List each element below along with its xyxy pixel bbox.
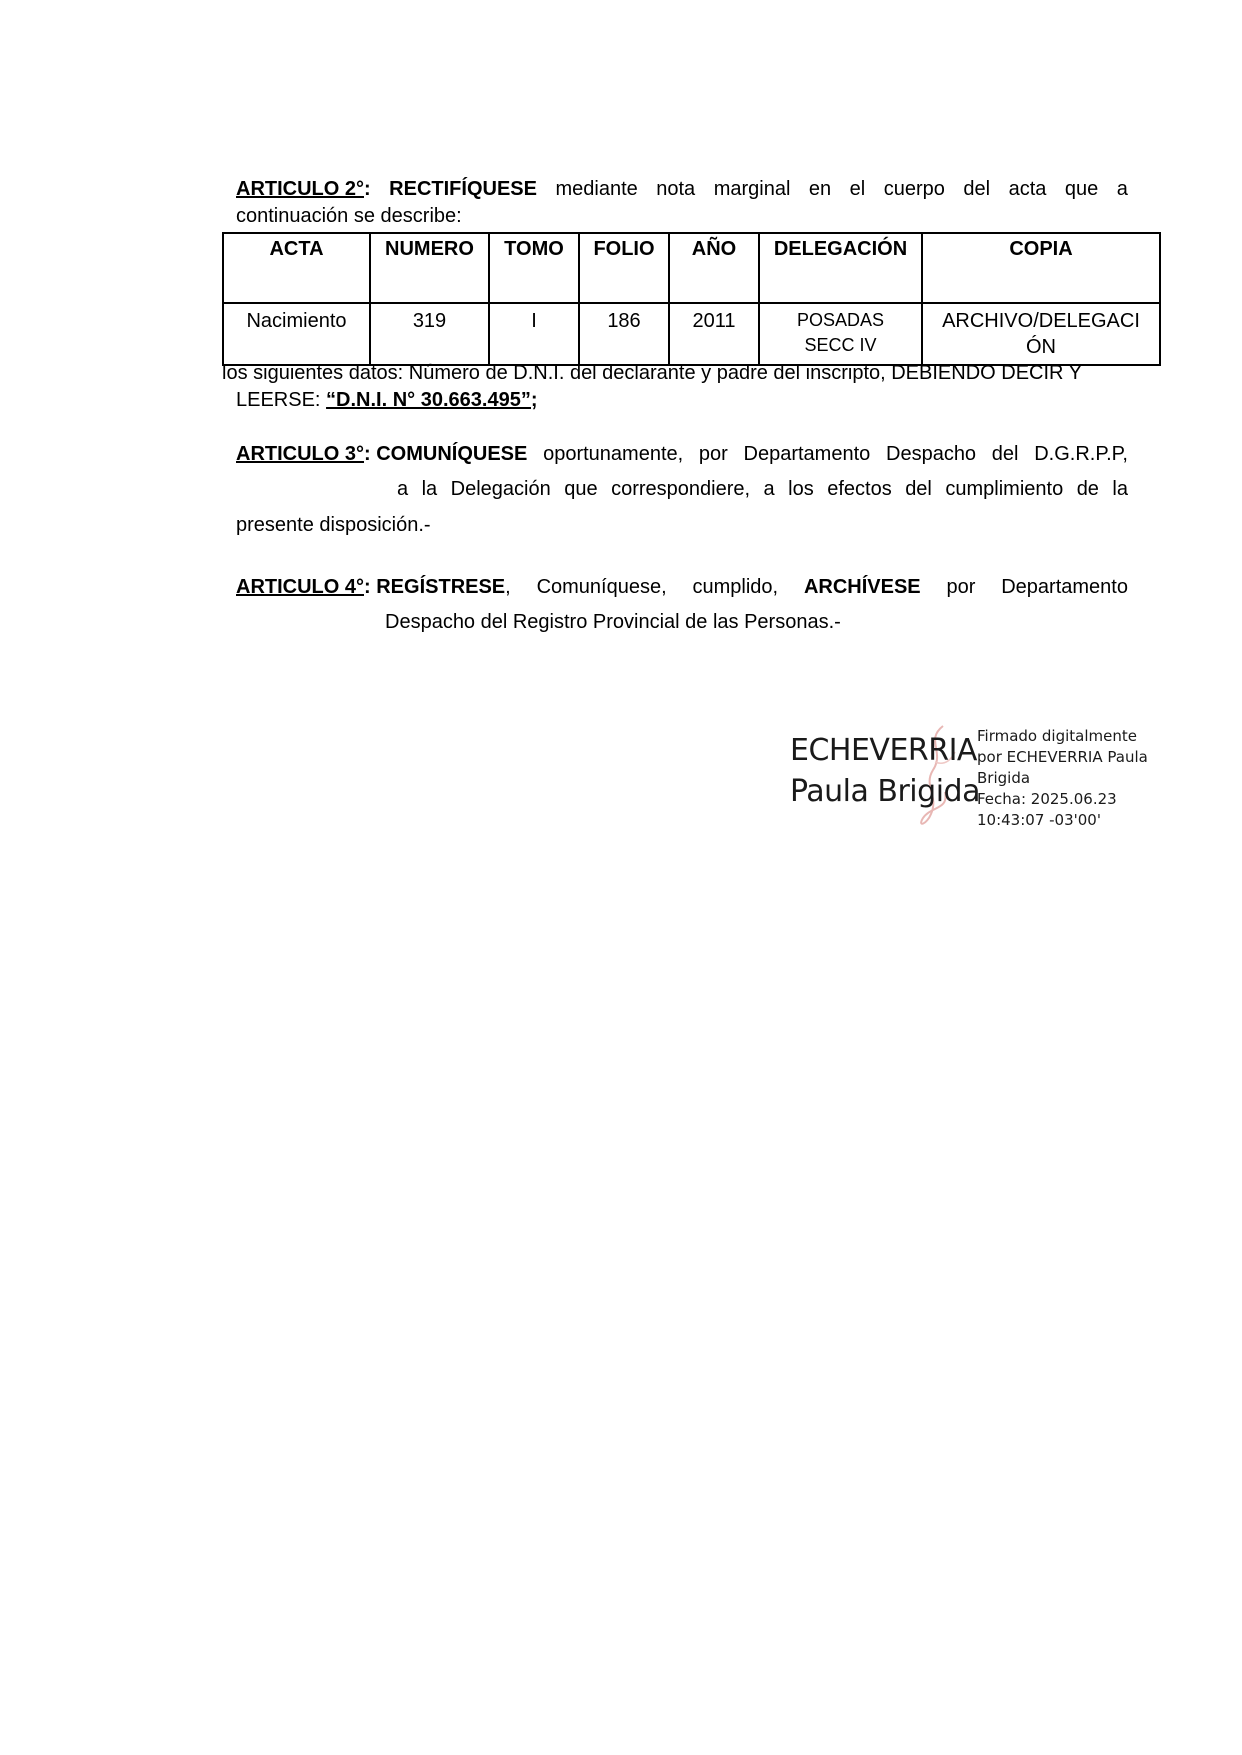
after-table-line2: LEERSE: “D.N.I. N° 30.663.495”;	[236, 389, 538, 411]
table-header-row	[223, 233, 1160, 303]
art3-line1: ARTICULO 3°: COMUNÍQUESE oportunamente, por Departamento Despacho del D.G.R.P.P,	[236, 443, 1128, 465]
header-tomo: TOMO	[489, 233, 579, 303]
header-copia: COPIA	[922, 233, 1160, 303]
header-anio: AÑO	[669, 233, 759, 303]
header-acta: ACTA	[223, 233, 370, 303]
cell-folio: 186	[579, 303, 669, 365]
after-table-line1: los siguientes datos: Número de D.N.I. del declarante y padre del inscripto, DEBIENDO DECIR Y	[222, 362, 1083, 384]
art4-line1: ARTICULO 4°: REGÍSTRESE, Comuníquese, cumplido, ARCHÍVESE por Departamento	[236, 576, 1128, 598]
art2-label: ARTICULO 2°	[236, 178, 364, 200]
cell-acta: Nacimiento	[223, 303, 370, 365]
art3-line2: a la Delegación que correspondiere, a los efectos del cumplimiento de la	[397, 478, 1128, 500]
art3-keyword: COMUNÍQUESE	[376, 443, 528, 465]
art4-label: ARTICULO 4°	[236, 576, 364, 598]
art2-keyword: RECTIFÍQUESE	[389, 178, 537, 200]
signature-info: Firmado digitalmente por ECHEVERRIA Paula Brigida Fecha: 2025.06.23 10:43:07 -03'00'	[977, 727, 1148, 829]
art2-line1: ARTICULO 2°: RECTIFÍQUESE mediante nota marginal en el cuerpo del acta que a	[236, 178, 1128, 200]
art3-line3: presente disposición.-	[236, 514, 431, 536]
art4-keyword1: REGÍSTRESE	[376, 576, 506, 598]
header-numero: NUMERO	[370, 233, 489, 303]
art4-line2: Despacho del Registro Provincial de las Personas.-	[385, 611, 841, 633]
cell-numero: 319	[370, 303, 489, 365]
cell-delegacion: POSADAS SECC IV	[759, 303, 922, 365]
acta-table	[222, 232, 1161, 366]
art4-keyword2: ARCHÍVESE	[803, 576, 921, 598]
cell-anio: 2011	[669, 303, 759, 365]
cell-tomo: I	[489, 303, 579, 365]
header-delegacion: DELEGACIÓN	[759, 233, 922, 303]
dni-value: “D.N.I. N° 30.663.495”;	[326, 389, 538, 411]
cell-copia: ARCHIVO/DELEGACI ÓN	[922, 303, 1160, 365]
table-row	[223, 303, 1160, 365]
art3-label: ARTICULO 3°	[236, 443, 364, 465]
signature-name-line2: Paula Brigida	[790, 774, 980, 809]
signature-name-line1: ECHEVERRIA	[790, 733, 977, 768]
header-folio: FOLIO	[579, 233, 669, 303]
art2-line2: continuación se describe:	[236, 205, 462, 227]
